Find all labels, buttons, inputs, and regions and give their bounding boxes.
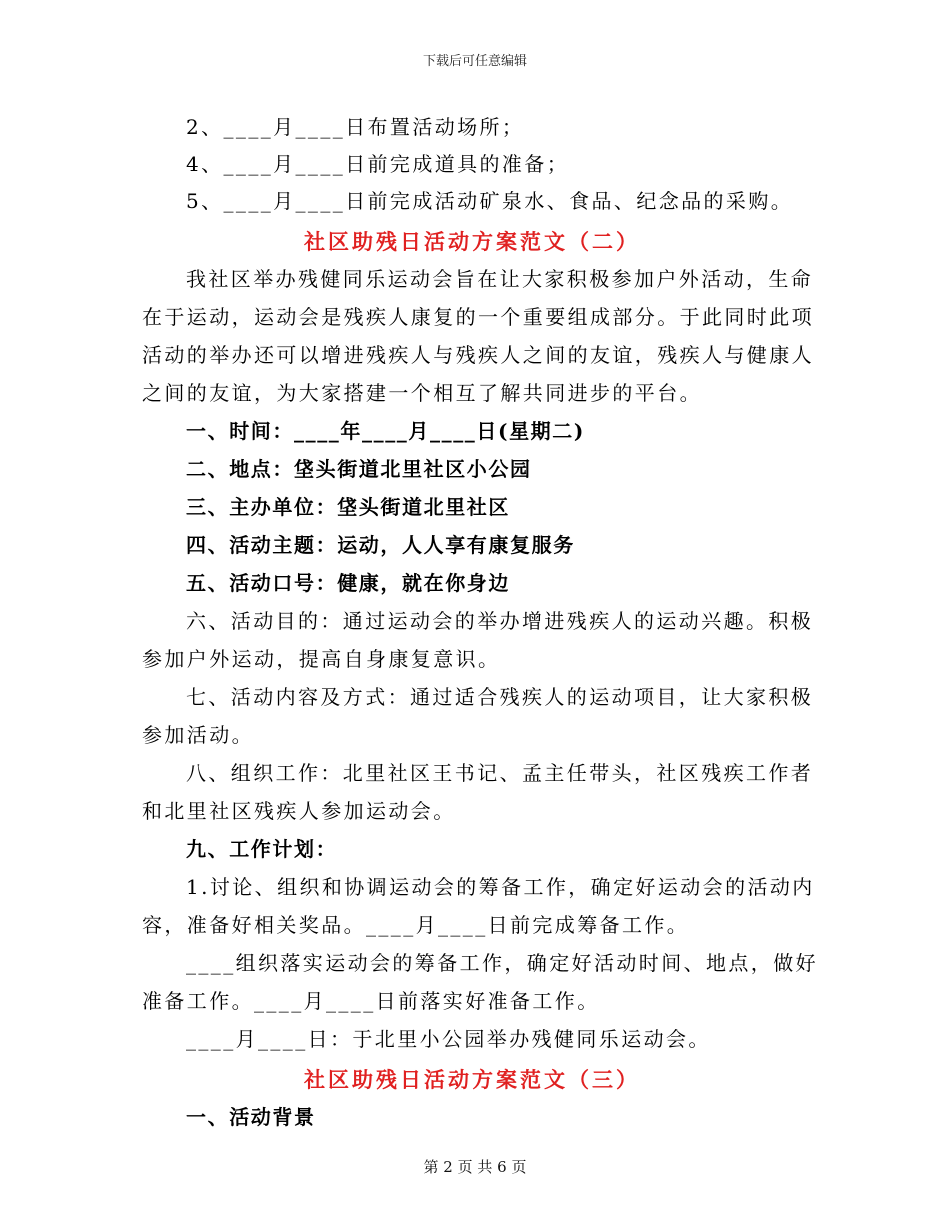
paragraph-line: 准备工作。____月____日前落实好准备工作。 (142, 989, 600, 1013)
paragraph-line: ____月____日：于北里小公园举办残健同乐运动会。 (186, 1027, 711, 1051)
section-heading: 二、地点：垡头街道北里社区小公园 (186, 457, 532, 481)
section-heading: 九、工作计划： (186, 837, 338, 861)
section-heading: 三、主办单位：垡头街道北里社区 (186, 495, 510, 519)
section-heading: 一、时间：____年____月____日(星期二) (186, 419, 585, 443)
paragraph-line: ____组织落实运动会的筹备工作，确定好活动时间、地点，做好 (186, 951, 818, 975)
paragraph-line: 活动的举办还可以增进残疾人与残疾人之间的友谊，残疾人与健康人 (142, 343, 814, 367)
paragraph-line: 七、活动内容及方式：通过适合残疾人的运动项目，让大家积极 (186, 685, 814, 709)
section-title: 社区助残日活动方案范文（三） (304, 1067, 640, 1092)
paragraph-line: 4、____月____日前完成道具的准备； (186, 152, 570, 176)
section-heading: 五、活动口号：健康，就在你身边 (186, 571, 510, 595)
paragraph-line: 和北里社区残疾人参加运动会。 (142, 799, 456, 823)
paragraph-line: 八、组织工作：北里社区王书记、孟主任带头，社区残疾工作者 (186, 761, 814, 785)
section-heading: 一、活动背景 (186, 1105, 316, 1129)
paragraph-line: 六、活动目的：通过运动会的举办增进残疾人的运动兴趣。积极 (186, 609, 814, 633)
page-header-note: 下载后可任意编辑 (422, 54, 527, 69)
paragraph-line: 我社区举办残健同乐运动会旨在让大家积极参加户外活动，生命 (186, 267, 814, 291)
paragraph-line: 1.讨论、组织和协调运动会的筹备工作，确定好运动会的活动内 (186, 875, 815, 899)
paragraph-line: 容，准备好相关奖品。____月____日前完成筹备工作。 (142, 913, 690, 937)
paragraph-line: 之间的友谊，为大家搭建一个相互了解共同进步的平台。 (142, 381, 702, 405)
paragraph-line: 参加活动。 (142, 723, 254, 747)
paragraph-line: 2、____月____日布置活动场所； (186, 115, 525, 139)
section-heading: 四、活动主题：运动，人人享有康复服务 (186, 533, 575, 557)
section-title: 社区助残日活动方案范文（二） (304, 229, 640, 254)
paragraph-line: 在于运动，运动会是残疾人康复的一个重要组成部分。于此同时此项 (142, 305, 814, 329)
paragraph-line: 5、____月____日前完成活动矿泉水、食品、纪念品的采购。 (186, 189, 794, 213)
paragraph-line: 参加户外运动，提高自身康复意识。 (142, 647, 501, 671)
page-footer: 第 2 页 共 6 页 (423, 1158, 527, 1176)
